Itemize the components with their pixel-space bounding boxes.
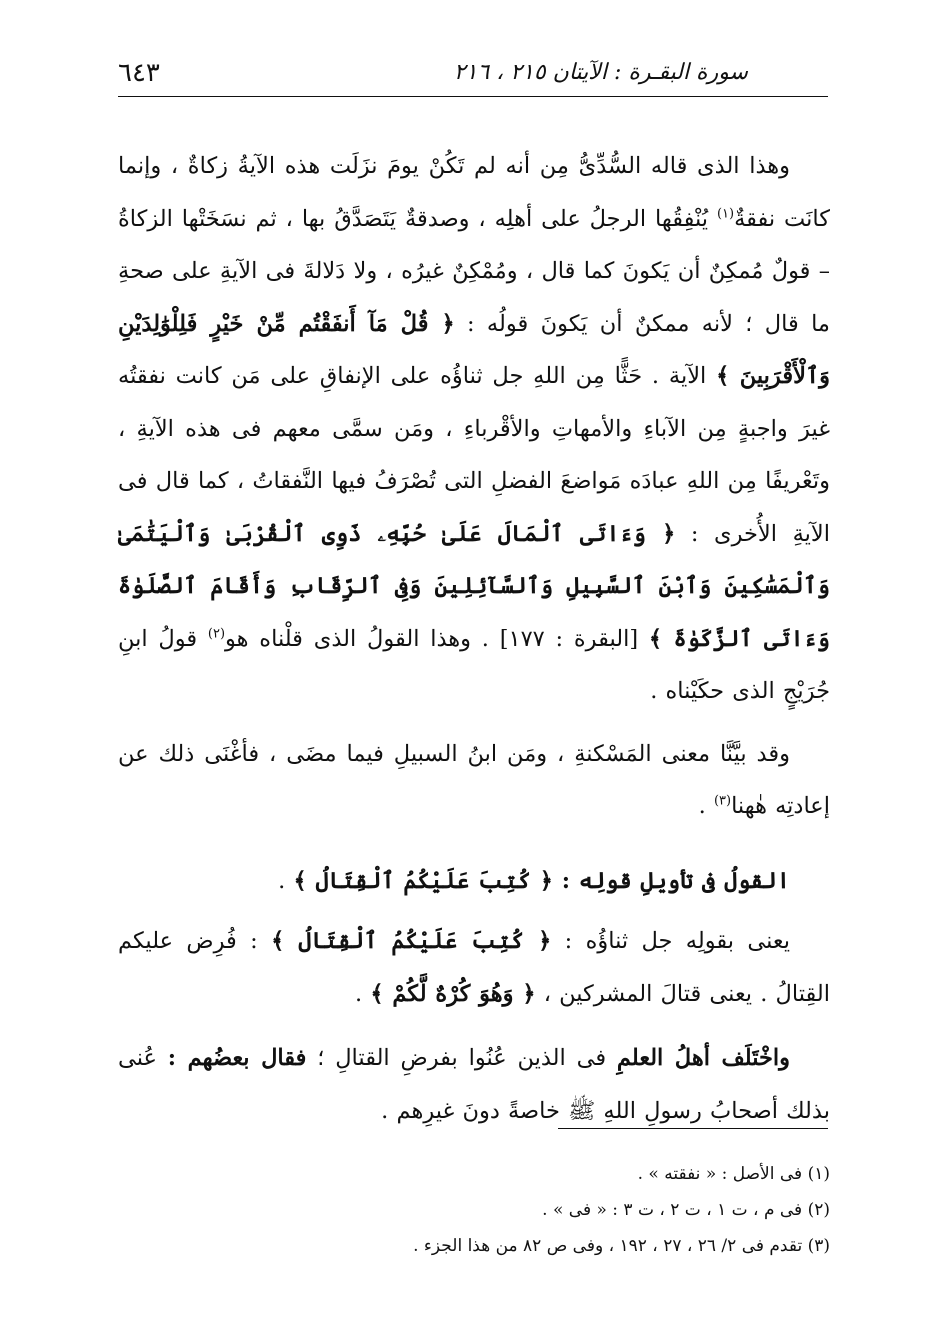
paragraph-1-text-a: وهذا الذى قاله السُّدِّىُّ مِن أنه لم تَكُنْ يومَ نزَلَت هذه الآيةُ زكاةٌ ، وإنما كانَت نفقةٌ — [118, 153, 830, 232]
paragraph-4-bold-2: فقال بعضُهم : — [167, 1045, 307, 1071]
page-number: ٦٤٣ — [118, 58, 160, 88]
section-heading — [118, 855, 830, 908]
main-text — [118, 140, 830, 1137]
paragraph-3-text-c: . — [355, 980, 371, 1007]
footnotes — [118, 1156, 830, 1264]
footnote-1: (١) فى الأصل : « نفقته » . — [637, 1164, 830, 1184]
section-heading-label: القولُ فى تأويلِ قولِه : — [552, 867, 790, 894]
section-heading-end: . — [278, 867, 294, 894]
footnote-3: (٣) تقدم فى ٢/ ٢٦ ، ٢٧ ، ١٩٢ ، وفى ص ٨٢ من هذا الجزء . — [413, 1236, 830, 1256]
footnote-ref-1[interactable]: (١) — [716, 206, 735, 221]
paragraph-4-bold-1: واخْتَلَف أهلُ العلمِ — [616, 1045, 791, 1071]
paragraph-4 — [118, 1032, 830, 1137]
quran-quote-5: ﴿ وَهُوَ كُرْهٌ لَّكُمْ ﴾ — [370, 980, 536, 1007]
paragraph-4-text-a: فى الذين عُنُوا بفرضِ القتالِ ؛ — [306, 1045, 617, 1071]
paragraph-2-text-a: وقد بيَّنَّا معنى المَسْكنةِ ، ومَن ابنُ السبيلِ فيما مضَى ، فأغْنَى ذلك عن إعادتِه هٰهنا — [118, 740, 830, 819]
quran-quote-1: ﴿ قُلْ مَآ أَنفَقْتُم مِّنْ خَيْرٍ فَلِلْوَٰلِدَيْنِ وَٱلْأَقْرَبِينَ ﴾ — [118, 310, 830, 389]
footnote-2: (٢) فى م ، ت ١ ، ت ٢ ، ت ٣ : « فى » . — [542, 1200, 830, 1220]
paragraph-1-text-c: الآية . حَثًّا مِن اللهِ جل ثناؤُه على الإنفاقِ على مَن كانت نفقتُه غيرَ واجبةٍ مِن الآباءِ والأمهاتِ والأقْرباءِ ، ومَن سمَّى معهم فى هذه الآيةِ ، وتَعْريفًا مِن اللهِ عبادَه مَواضعَ الفضلِ التى تُصْرَفُ فيها النَّفقاتُ ، كما قال فى الآيةِ الأُخرى : — [118, 363, 831, 547]
quran-quote-3: ﴿ كُتِبَ عَلَيْكُمُ ٱلْقِتَالُ ﴾ — [293, 867, 553, 894]
paragraph-1-text-d: [البقرة : ١٧٧] . وهذا القولُ الذى قلْناه هو — [225, 625, 649, 652]
quran-quote-2: ﴿ وَءَاتَى ٱلْمَالَ عَلَىٰ حُبِّهِۦ ذَوِى ٱلْقُرْبَىٰ وَٱلْيَتَٰمَىٰ وَٱلْمَسَٰكِينَ وَٱبْنَ ٱلسَّبِيلِ وَٱلسَّآئِلِينَ وَفِى ٱلرِّقَابِ وَأَقَامَ ٱلصَّلَوٰةَ وَءَاتَى ٱلزَّكَوٰةَ ﴾ — [118, 520, 830, 652]
paragraph-4-text-b: عُنى بذلك أصحابُ رسولِ اللهِ ﷺ خاصةً دونَ غيرِهم . — [118, 1045, 830, 1124]
footnote-ref-3[interactable]: (٣) — [713, 793, 732, 809]
running-title: سورة البقـرة : الآيتان ٢١٥ ، ٢١٦ — [453, 60, 748, 85]
paragraph-1 — [118, 140, 830, 718]
paragraph-3-text-b: : فُرِض عليكم القِتالُ . يعنى قتالَ المشركين ، — [118, 928, 830, 1007]
paragraph-2-text-b: . — [698, 793, 714, 819]
paragraph-2 — [118, 728, 830, 833]
paragraph-3-text-a: يعنى بقولِه جل ثناؤُه : — [551, 928, 790, 954]
paragraph-3 — [118, 915, 830, 1020]
header-divider — [118, 96, 828, 97]
page-header — [118, 58, 828, 92]
paragraph-1-text-b: يُنْفِقُها الرجلُ على أهلِه ، وصدقةٌ يَتَصَدَّقُ بها ، ثم نسَخَتْها الزكاةُ – قولٌ مُمكِنٌ أن يَكونَ كما قال ، ومُمْكِنٌ غيرُه ، ولا دَلالةَ فى الآيةِ على صحةِ ما قال ؛ لأنه ممكنٌ أن يَكونَ قولُه : — [118, 205, 830, 337]
footnote-divider — [558, 1128, 828, 1129]
footnote-ref-2[interactable]: (٢) — [207, 626, 226, 641]
paragraph-1-text-e: قولُ ابنِ جُرَيْجٍ الذى حكَيْناه . — [118, 625, 830, 704]
quran-quote-4: ﴿ كُتِبَ عَلَيْكُمُ ٱلْقِتَالُ ﴾ — [271, 928, 552, 954]
